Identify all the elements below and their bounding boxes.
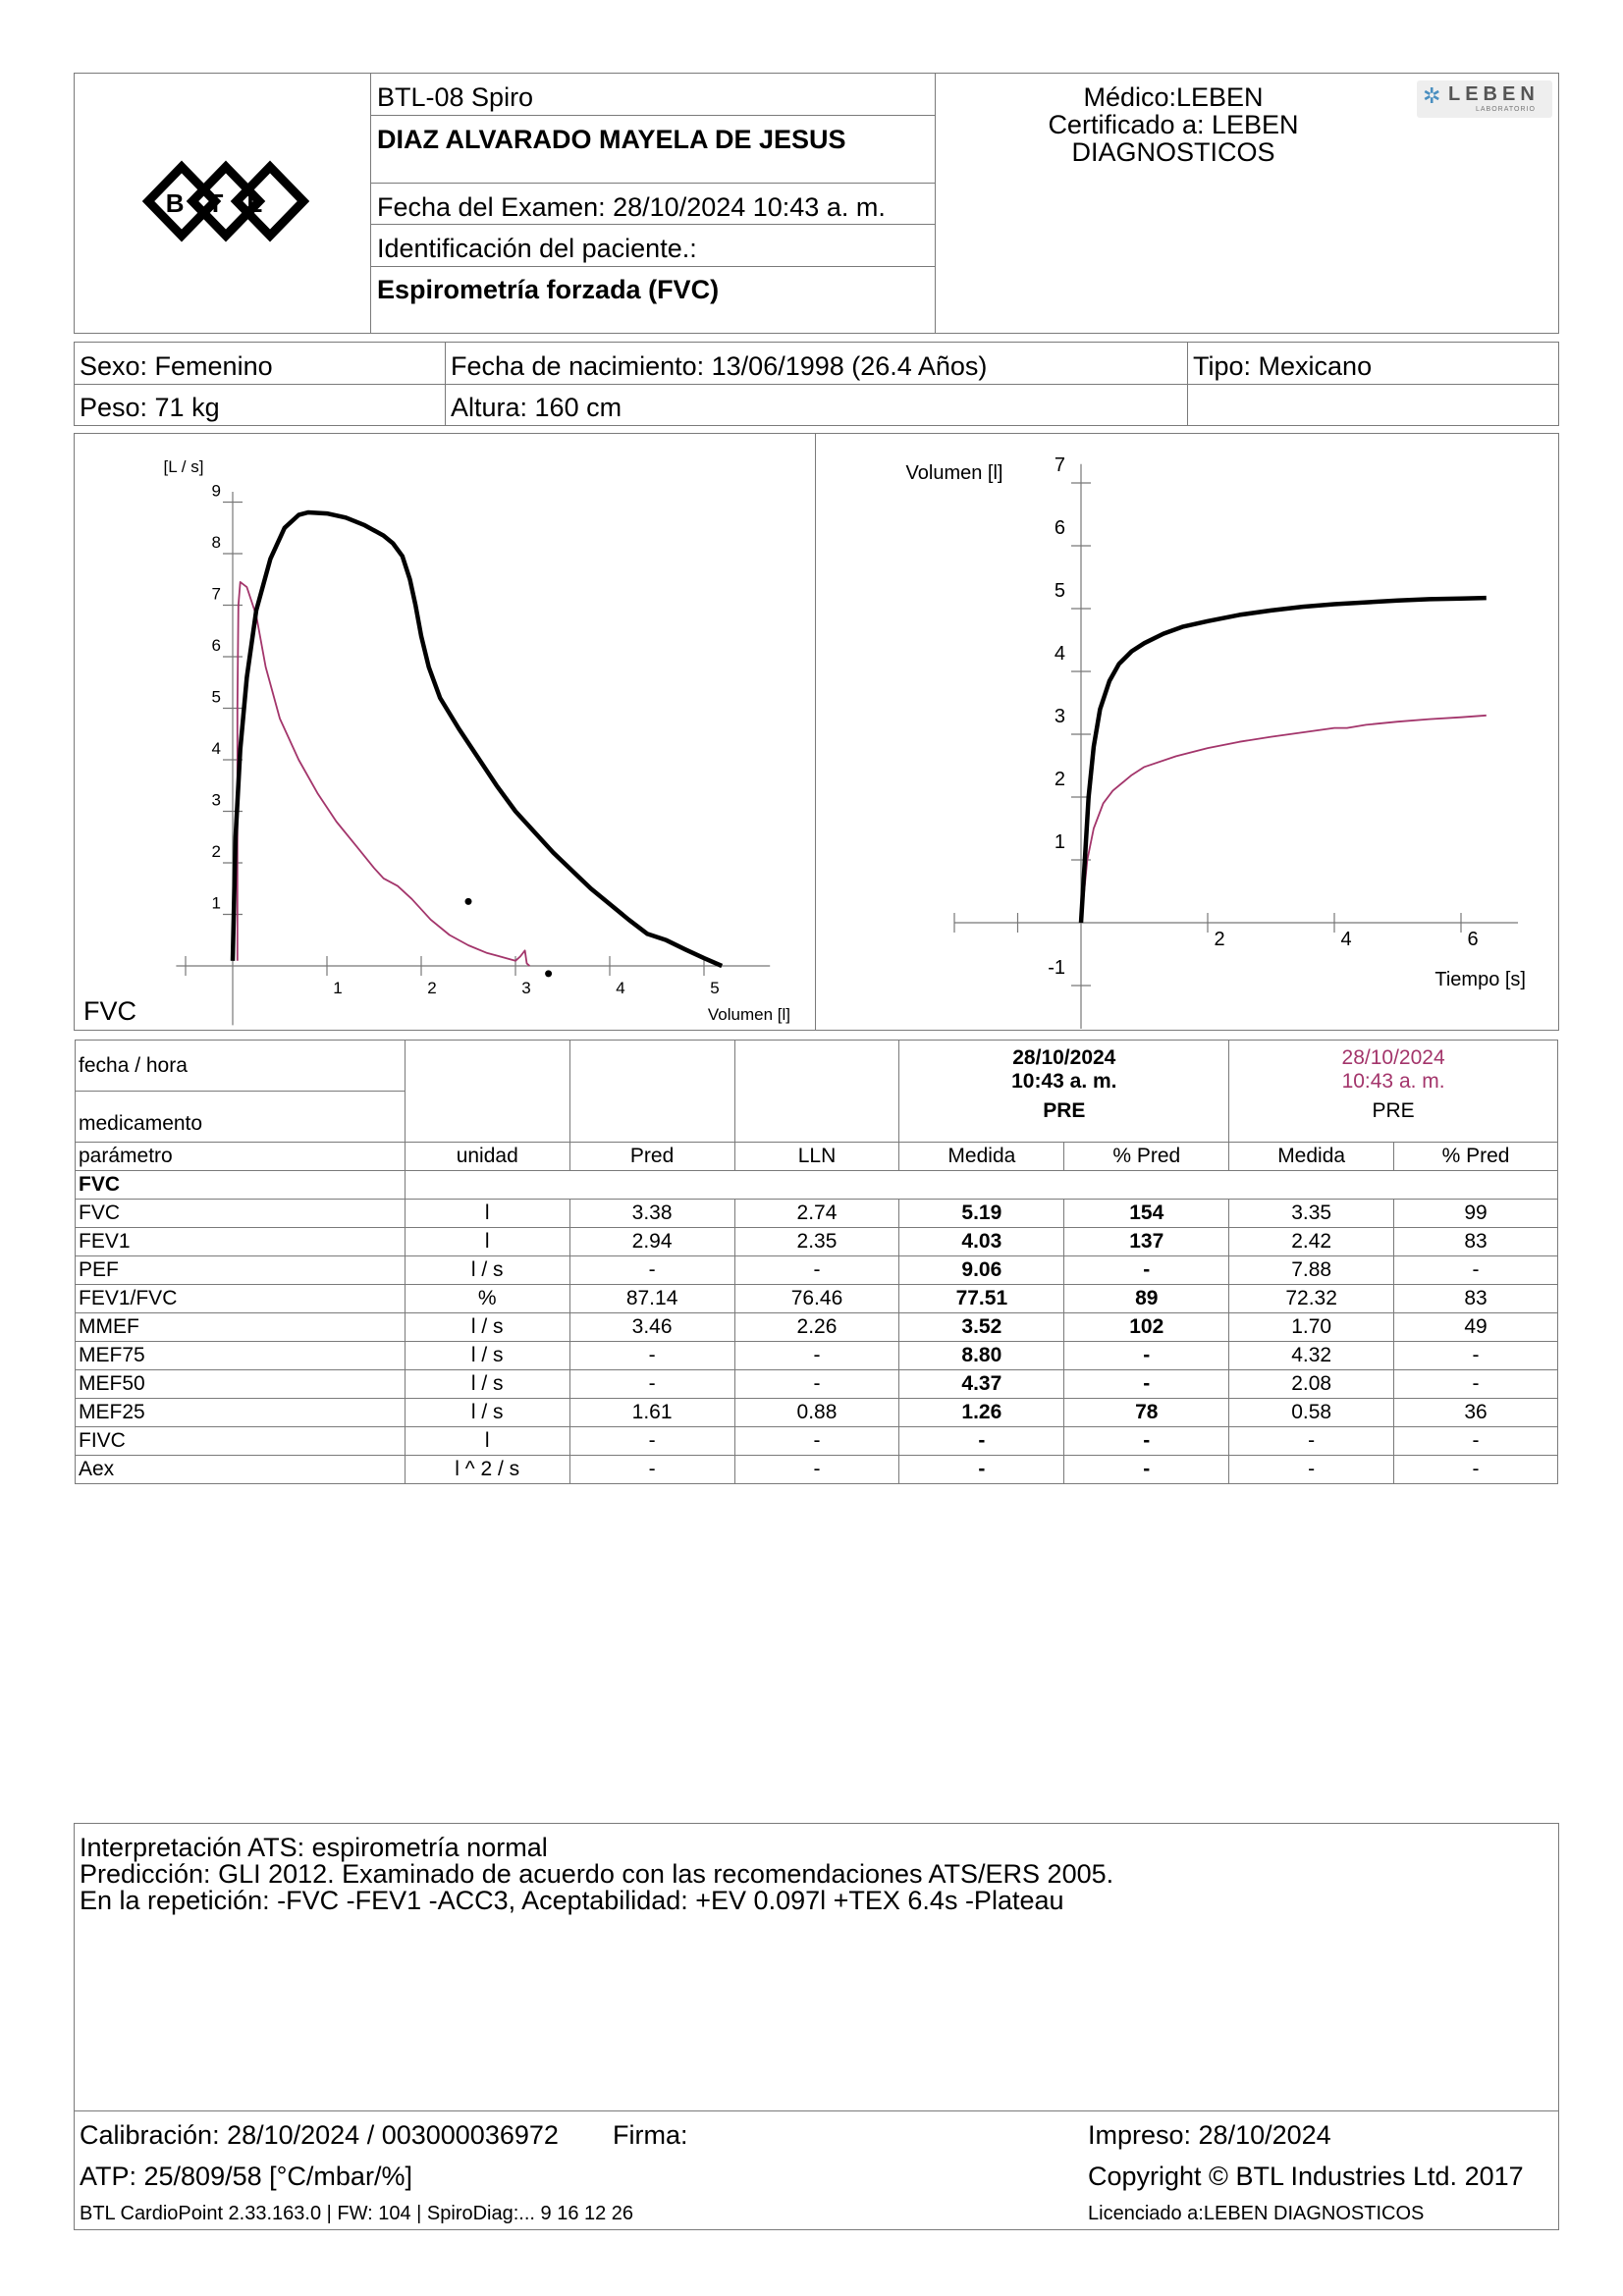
param-name: FEV1/FVC xyxy=(76,1285,406,1313)
vt-series-pre-measured xyxy=(1081,598,1487,923)
table-row xyxy=(76,1399,1558,1427)
exam-date: Fecha del Examen: 28/10/2024 10:43 a. m. xyxy=(377,192,886,222)
x-tick-label: 4 xyxy=(616,979,625,997)
param-medida-pre2: 72.32 xyxy=(1229,1285,1394,1313)
col-header-medida-pre2: Medida xyxy=(1229,1143,1394,1171)
param-pctpred-pre1: - xyxy=(1064,1427,1229,1456)
charts-divider xyxy=(815,433,816,1031)
x-tick-label: 2 xyxy=(427,979,437,997)
param-pctpred-pre1: 137 xyxy=(1064,1228,1229,1256)
param-name: FVC xyxy=(76,1200,406,1228)
param-unit: l xyxy=(405,1200,569,1228)
y-tick-label: 2 xyxy=(211,842,221,861)
param-name: MMEF xyxy=(76,1313,406,1342)
param-pctpred-pre2: - xyxy=(1394,1370,1558,1399)
table-row xyxy=(76,1200,1558,1228)
param-medida-pre1: 9.06 xyxy=(899,1256,1064,1285)
empty-cell xyxy=(405,1041,569,1143)
table-row xyxy=(76,1370,1558,1399)
param-pctpred-pre1: - xyxy=(1064,1256,1229,1285)
param-medida-pre1: 4.03 xyxy=(899,1228,1064,1256)
col-header-parametro: parámetro xyxy=(76,1143,406,1171)
medicamento-label: medicamento xyxy=(76,1092,406,1143)
vt-series-pre-other xyxy=(1081,716,1487,923)
y-tick-label: 7 xyxy=(211,584,221,604)
param-pctpred-pre1: 154 xyxy=(1064,1200,1229,1228)
volume-time-chart xyxy=(817,435,1557,1029)
y-tick-label: 5 xyxy=(1054,580,1065,602)
patient-name: DIAZ ALVARADO MAYELA DE JESUS xyxy=(377,125,846,154)
y-tick-label: -1 xyxy=(1048,957,1065,979)
patient-row-line xyxy=(74,384,1559,385)
flow-volume-chart xyxy=(76,435,814,1029)
y-tick-label: 6 xyxy=(1054,517,1065,539)
param-medida-pre2: - xyxy=(1229,1456,1394,1484)
param-unit: l xyxy=(405,1228,569,1256)
table-row xyxy=(76,1313,1558,1342)
table-row xyxy=(76,1427,1558,1456)
patient-id-label: Identificación del paciente.: xyxy=(377,234,697,263)
x-tick-label: 6 xyxy=(1467,929,1479,950)
col-header-pctpred-pre1: % Pred xyxy=(1064,1143,1229,1171)
y-tick-label: 1 xyxy=(1054,831,1065,853)
fecha-hora-label: fecha / hora xyxy=(76,1041,406,1092)
header-row-line xyxy=(370,224,935,225)
pre2-date: 28/10/2024 xyxy=(1341,1046,1445,1069)
interpretation-line1: Interpretación ATS: espirometría normal xyxy=(80,1833,548,1862)
y-axis-label: [L / s] xyxy=(163,457,204,476)
y-tick-label: 8 xyxy=(211,533,221,552)
patient-height: Altura: 160 cm xyxy=(451,393,622,422)
param-medida-pre1: 1.26 xyxy=(899,1399,1064,1427)
param-medida-pre2: 7.88 xyxy=(1229,1256,1394,1285)
param-lln: - xyxy=(734,1370,899,1399)
test-type: Espirometría forzada (FVC) xyxy=(377,275,720,304)
table-row xyxy=(76,1228,1558,1256)
flow-marker xyxy=(465,898,472,905)
param-pctpred-pre2: 83 xyxy=(1394,1228,1558,1256)
param-name: FEV1 xyxy=(76,1228,406,1256)
y-tick-label: 1 xyxy=(211,893,221,913)
param-unit: l / s xyxy=(405,1256,569,1285)
results-table xyxy=(75,1040,1558,1484)
y-tick-label: 7 xyxy=(1054,454,1065,476)
param-pctpred-pre2: 49 xyxy=(1394,1313,1558,1342)
table-row xyxy=(76,1456,1558,1484)
certified-line1: Certificado a: LEBEN xyxy=(1048,110,1299,139)
patient-birth: Fecha de nacimiento: 13/06/1998 (26.4 Años) xyxy=(451,351,988,381)
header-divider-right xyxy=(935,73,936,334)
printed-date: Impreso: 28/10/2024 xyxy=(1088,2120,1331,2150)
y-tick-label: 4 xyxy=(1054,643,1065,665)
param-name: MEF25 xyxy=(76,1399,406,1427)
param-medida-pre1: 5.19 xyxy=(899,1200,1064,1228)
patient-type: Tipo: Mexicano xyxy=(1193,351,1373,381)
param-medida-pre1: 4.37 xyxy=(899,1370,1064,1399)
software-version: BTL CardioPoint 2.33.163.0 | FW: 104 | SpiroDiag:... 9 16 12 26 xyxy=(80,2203,634,2224)
calibration: Calibración: 28/10/2024 / 003000036972 xyxy=(80,2120,559,2150)
empty-cell xyxy=(734,1041,899,1143)
leben-logo-sub: LABORATORIO xyxy=(1476,106,1536,113)
param-pred: - xyxy=(569,1427,734,1456)
param-lln: - xyxy=(734,1427,899,1456)
pre2-label: PRE xyxy=(1372,1099,1415,1122)
param-pctpred-pre1: - xyxy=(1064,1342,1229,1370)
licensed-to: Licenciado a:LEBEN DIAGNOSTICOS xyxy=(1088,2203,1425,2224)
param-lln: 2.35 xyxy=(734,1228,899,1256)
param-name: MEF75 xyxy=(76,1342,406,1370)
param-pctpred-pre2: - xyxy=(1394,1427,1558,1456)
col-header-pred: Pred xyxy=(569,1143,734,1171)
param-medida-pre1: 77.51 xyxy=(899,1285,1064,1313)
y-tick-label: 5 xyxy=(211,687,221,707)
patient-col-line xyxy=(1187,342,1188,426)
x-tick-label: 2 xyxy=(1214,929,1225,950)
param-lln: - xyxy=(734,1456,899,1484)
flow-series-pre-measured xyxy=(233,512,722,966)
y-tick-label: 9 xyxy=(211,481,221,501)
param-medida-pre2: - xyxy=(1229,1427,1394,1456)
atp-conditions: ATP: 25/809/58 [°C/mbar/%] xyxy=(80,2162,412,2191)
param-lln: 0.88 xyxy=(734,1399,899,1427)
y-tick-label: 3 xyxy=(211,790,221,810)
param-pred: 87.14 xyxy=(569,1285,734,1313)
param-pctpred-pre2: 36 xyxy=(1394,1399,1558,1427)
param-name: MEF50 xyxy=(76,1370,406,1399)
x-axis-label: Volumen [l] xyxy=(707,1005,790,1024)
section-label: FVC xyxy=(76,1171,406,1200)
param-medida-pre1: - xyxy=(899,1427,1064,1456)
x-tick-label: 1 xyxy=(333,979,343,997)
pre1-label: PRE xyxy=(1043,1099,1086,1122)
param-pctpred-pre1: - xyxy=(1064,1456,1229,1484)
pre1-time: 10:43 a. m. xyxy=(1011,1070,1117,1093)
param-medida-pre2: 4.32 xyxy=(1229,1342,1394,1370)
col-header-pctpred-pre2: % Pred xyxy=(1394,1143,1558,1171)
param-pctpred-pre2: 99 xyxy=(1394,1200,1558,1228)
param-medida-pre2: 3.35 xyxy=(1229,1200,1394,1228)
certified-line2: DIAGNOSTICOS xyxy=(1071,137,1275,167)
y-tick-label: 6 xyxy=(211,636,221,655)
param-lln: 2.74 xyxy=(734,1200,899,1228)
param-pred: - xyxy=(569,1370,734,1399)
param-pctpred-pre2: - xyxy=(1394,1342,1558,1370)
param-pred: 1.61 xyxy=(569,1399,734,1427)
x-axis-label: Tiempo [s] xyxy=(1434,969,1526,990)
param-unit: % xyxy=(405,1285,569,1313)
param-pred: - xyxy=(569,1256,734,1285)
param-medida-pre2: 2.08 xyxy=(1229,1370,1394,1399)
param-lln: - xyxy=(734,1342,899,1370)
table-row xyxy=(76,1285,1558,1313)
header-row-line xyxy=(370,183,935,184)
leben-logo-icon: ✲ xyxy=(1423,83,1441,108)
param-unit: l / s xyxy=(405,1399,569,1427)
y-tick-label: 3 xyxy=(1054,706,1065,727)
patient-sex: Sexo: Femenino xyxy=(80,351,273,381)
param-medida-pre1: 8.80 xyxy=(899,1342,1064,1370)
table-row xyxy=(76,1256,1558,1285)
interpretation-footer-line xyxy=(74,2110,1559,2111)
param-pctpred-pre1: 78 xyxy=(1064,1399,1229,1427)
flow-marker xyxy=(545,970,552,977)
col-header-unidad: unidad xyxy=(405,1143,569,1171)
param-pctpred-pre1: 102 xyxy=(1064,1313,1229,1342)
param-pctpred-pre2: - xyxy=(1394,1456,1558,1484)
param-unit: l / s xyxy=(405,1342,569,1370)
param-medida-pre2: 2.42 xyxy=(1229,1228,1394,1256)
param-lln: 76.46 xyxy=(734,1285,899,1313)
results-body xyxy=(76,1200,1558,1484)
leben-logo-text: LEBEN xyxy=(1448,83,1540,105)
signature-label: Firma: xyxy=(613,2120,688,2150)
empty-cell xyxy=(569,1041,734,1143)
col-header-medida-pre1: Medida xyxy=(899,1143,1064,1171)
leben-logo xyxy=(1417,80,1552,118)
header-row-line xyxy=(370,266,935,267)
param-name: PEF xyxy=(76,1256,406,1285)
param-pctpred-pre1: 89 xyxy=(1064,1285,1229,1313)
param-medida-pre1: - xyxy=(899,1456,1064,1484)
x-tick-label: 4 xyxy=(1340,929,1352,950)
param-unit: l / s xyxy=(405,1370,569,1399)
param-pctpred-pre2: 83 xyxy=(1394,1285,1558,1313)
pre1-date: 28/10/2024 xyxy=(1012,1046,1116,1069)
y-axis-label: Volumen [l] xyxy=(905,462,1003,484)
header-row-line xyxy=(370,115,935,116)
param-pred: 3.46 xyxy=(569,1313,734,1342)
param-unit: l ^ 2 / s xyxy=(405,1456,569,1484)
col-header-lln: LLN xyxy=(734,1143,899,1171)
pre1-header xyxy=(899,1041,1229,1143)
y-tick-label: 2 xyxy=(1054,769,1065,790)
param-name: Aex xyxy=(76,1456,406,1484)
copyright: Copyright © BTL Industries Ltd. 2017 xyxy=(1088,2162,1524,2191)
x-tick-label: 3 xyxy=(521,979,531,997)
patient-col-line xyxy=(445,342,446,426)
pre2-header xyxy=(1229,1041,1558,1143)
btl-logo xyxy=(142,157,309,245)
chart-title-fvc: FVC xyxy=(83,996,136,1026)
section-empty xyxy=(405,1171,1557,1200)
patient-weight: Peso: 71 kg xyxy=(80,393,220,422)
param-medida-pre2: 1.70 xyxy=(1229,1313,1394,1342)
param-pred: 3.38 xyxy=(569,1200,734,1228)
param-lln: 2.26 xyxy=(734,1313,899,1342)
param-unit: l xyxy=(405,1427,569,1456)
pre2-time: 10:43 a. m. xyxy=(1341,1070,1445,1093)
param-medida-pre1: 3.52 xyxy=(899,1313,1064,1342)
param-pctpred-pre2: - xyxy=(1394,1256,1558,1285)
param-pred: 2.94 xyxy=(569,1228,734,1256)
x-tick-label: 5 xyxy=(710,979,720,997)
param-unit: l / s xyxy=(405,1313,569,1342)
device-name: BTL-08 Spiro xyxy=(377,82,534,112)
param-name: FIVC xyxy=(76,1427,406,1456)
param-pred: - xyxy=(569,1456,734,1484)
header-divider-left xyxy=(370,73,371,334)
flow-series-pre-other xyxy=(238,582,530,966)
interpretation-line2: Predicción: GLI 2012. Examinado de acuerdo con las recomendaciones ATS/ERS 2005. xyxy=(80,1859,1114,1889)
interpretation-line3: En la repetición: -FVC -FEV1 -ACC3, Aceptabilidad: +EV 0.097l +TEX 6.4s -Plateau xyxy=(80,1886,1064,1915)
param-medida-pre2: 0.58 xyxy=(1229,1399,1394,1427)
param-pctpred-pre1: - xyxy=(1064,1370,1229,1399)
table-row xyxy=(76,1342,1558,1370)
doctor: Médico:LEBEN xyxy=(1083,82,1264,112)
btl-logo-text: BTL xyxy=(165,188,287,218)
y-tick-label: 4 xyxy=(211,739,221,758)
param-lln: - xyxy=(734,1256,899,1285)
param-pred: - xyxy=(569,1342,734,1370)
